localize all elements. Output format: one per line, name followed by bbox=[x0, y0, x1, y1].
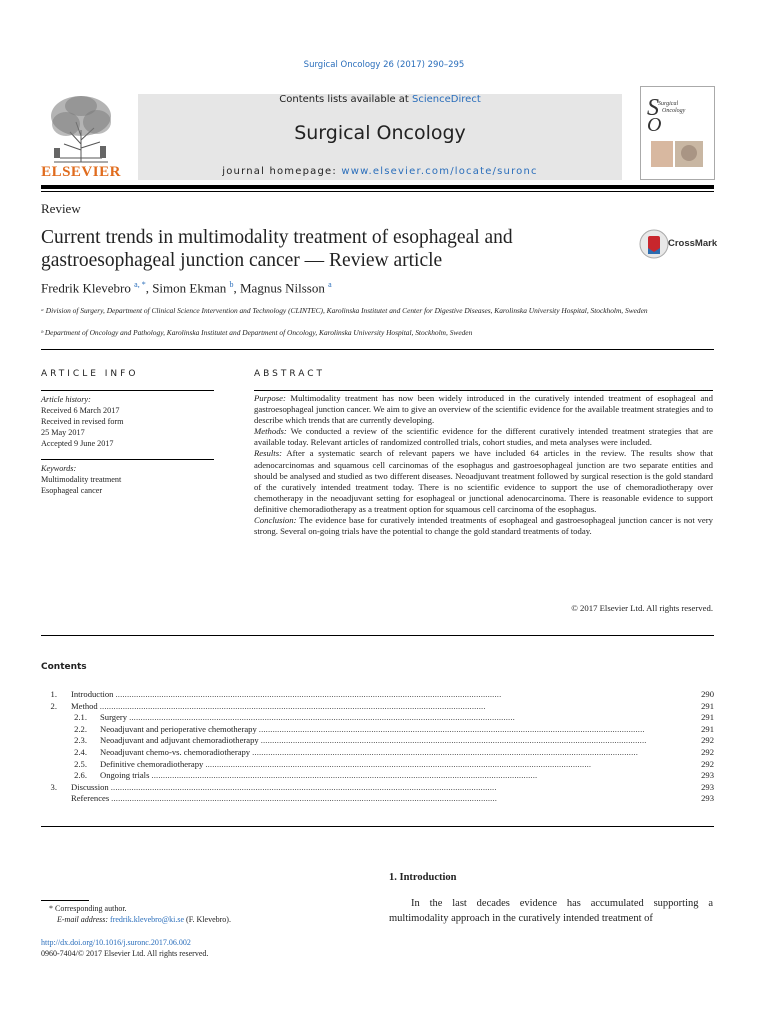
sciencedirect-link[interactable]: ScienceDirect bbox=[412, 94, 481, 105]
conclusion-text: The evidence base for curatively intended treatments of esophageal and gastroesophageal junction cancer is not very strong. Several on-going trials have the potential to change the gold standard treatments of today. bbox=[254, 515, 713, 537]
conclusion-label: Conclusion: bbox=[254, 515, 297, 526]
footnote-mark: * Corresponding author. bbox=[49, 904, 127, 913]
toc-row[interactable] bbox=[41, 747, 714, 759]
introduction-text: In the last decades evidence has accumulated supporting a multimodality approach in the curatively intended treatment of bbox=[389, 898, 713, 924]
toc-leader bbox=[129, 712, 699, 724]
footnote-rule bbox=[41, 900, 89, 901]
email-suffix: (F. Klevebro). bbox=[184, 915, 231, 924]
toc-row[interactable] bbox=[41, 793, 714, 805]
results-label: Results: bbox=[254, 448, 282, 459]
toc-leader bbox=[151, 770, 699, 782]
abstract-rule bbox=[254, 390, 713, 391]
keyword: Esophageal cancer bbox=[41, 486, 103, 495]
toc-leader bbox=[115, 689, 699, 701]
crossmark-icon bbox=[638, 228, 670, 260]
toc-title[interactable]: Surgery bbox=[100, 712, 128, 723]
toc-leader bbox=[111, 782, 699, 794]
toc-page: 292 bbox=[701, 746, 714, 757]
toc-leader bbox=[261, 735, 699, 747]
keywords-label: Keywords: bbox=[41, 464, 77, 473]
introduction-heading: 1. Introduction bbox=[389, 872, 457, 883]
table-of-contents bbox=[41, 689, 714, 805]
keywords bbox=[41, 463, 214, 496]
svg-text:O: O bbox=[647, 114, 662, 136]
author-sep: , bbox=[145, 280, 153, 296]
toc-title[interactable]: Neoadjuvant and adjuvant chemoradiotherapy bbox=[100, 735, 259, 746]
history-item: Received in revised form bbox=[41, 417, 124, 426]
toc-title[interactable]: Ongoing trials bbox=[100, 770, 150, 781]
toc-leader bbox=[205, 759, 699, 771]
affiliation-b: ᵇ Department of Oncology and Pathology, Karolinska Institutet and Department of Oncology, Karolinska University Hospital, Stockholm, Sweden bbox=[41, 328, 473, 337]
section-rule bbox=[41, 349, 714, 350]
toc-leader bbox=[100, 701, 699, 713]
toc-leader bbox=[252, 747, 699, 759]
toc-leader bbox=[259, 724, 699, 736]
toc-title[interactable]: Neoadjuvant chemo-vs. chemoradiotherapy bbox=[100, 746, 251, 757]
history-label: Article history: bbox=[41, 395, 91, 404]
article-title: Current trends in multimodality treatment of esophageal and gastroesophageal junction cancer — Review article bbox=[41, 227, 513, 271]
toc-page: 293 bbox=[701, 770, 714, 781]
elsevier-wordmark: ELSEVIER bbox=[41, 164, 121, 180]
author-affil-mark[interactable]: a bbox=[328, 280, 332, 289]
toc-title[interactable]: Neoadjuvant and perioperative chemotherapy bbox=[100, 723, 257, 734]
toc-number: 3. bbox=[50, 781, 57, 792]
abstract-body bbox=[254, 393, 713, 537]
toc-row[interactable] bbox=[41, 701, 714, 713]
toc-row[interactable] bbox=[41, 735, 714, 747]
author-name: Magnus Nilsson bbox=[239, 280, 325, 296]
toc-row[interactable] bbox=[41, 712, 714, 724]
toc-row[interactable] bbox=[41, 689, 714, 701]
toc-page: 291 bbox=[701, 700, 714, 711]
email-link[interactable]: fredrik.klevebro@ki.se bbox=[110, 915, 185, 924]
toc-row[interactable] bbox=[41, 759, 714, 771]
methods-text: We conducted a review of the scientific evidence for the different curatively intended treatment strategies that are available today. Relevant articles of randomized controlled trials, cohort studies, and meta analyses were included. bbox=[254, 426, 713, 448]
contents-prefix: Contents lists available at bbox=[279, 94, 413, 105]
journal-citation[interactable]: Surgical Oncology 26 (2017) 290–295 bbox=[303, 60, 465, 70]
contents-title: Contents bbox=[41, 662, 87, 672]
toc-title[interactable]: References bbox=[71, 793, 110, 804]
article-history bbox=[41, 394, 214, 449]
journal-homepage bbox=[138, 166, 622, 177]
article-type: Review bbox=[41, 201, 81, 216]
homepage-prefix: journal homepage: bbox=[222, 166, 342, 177]
section-rule bbox=[41, 826, 714, 827]
author-affil-mark[interactable]: b bbox=[229, 280, 234, 289]
toc-number: 2.3. bbox=[74, 735, 87, 746]
toc-number bbox=[41, 793, 57, 805]
article-info-heading: ARTICLE INFO bbox=[41, 369, 139, 379]
toc-page: 290 bbox=[701, 689, 714, 699]
toc-number: 2. bbox=[50, 700, 57, 711]
toc-page: 292 bbox=[701, 735, 714, 746]
history-item: Accepted 9 June 2017 bbox=[41, 439, 114, 448]
info-rule bbox=[41, 390, 214, 391]
affiliation-a: ᵃ Division of Surgery, Department of Clinical Science Intervention and Technology (CLINTEC), Karolinska Institutet and Center for Digestive Diseases, Karolinska University Hospital, Stockholm, Sweden bbox=[41, 306, 648, 315]
purpose-label: Purpose: bbox=[254, 393, 286, 403]
toc-page: 293 bbox=[701, 793, 714, 804]
history-item: 25 May 2017 bbox=[41, 428, 85, 437]
toc-page: 291 bbox=[701, 712, 714, 723]
issn-copyright: 0960-7404/© 2017 Elsevier Ltd. All rights reserved. bbox=[41, 949, 209, 958]
doi-link[interactable]: http://dx.doi.org/10.1016/j.suronc.2017.06.002 bbox=[41, 938, 191, 947]
info-rule bbox=[41, 459, 214, 460]
keyword: Multimodality treatment bbox=[41, 475, 122, 484]
author-name: Fredrik Klevebro bbox=[41, 280, 131, 296]
crossmark-label[interactable]: CrossMark bbox=[668, 238, 718, 249]
cover-title-line2: Oncology bbox=[662, 108, 686, 114]
toc-number: 2.4. bbox=[74, 746, 87, 757]
toc-row[interactable] bbox=[41, 770, 714, 782]
toc-number: 2.1. bbox=[74, 712, 87, 723]
toc-leader bbox=[111, 793, 699, 805]
journal-name: Surgical Oncology bbox=[294, 122, 466, 144]
toc-page: 292 bbox=[701, 758, 714, 769]
toc-page: 293 bbox=[701, 781, 714, 792]
toc-title[interactable]: Discussion bbox=[71, 781, 109, 792]
cover-title-line1: Surgical bbox=[658, 101, 679, 107]
purpose-text: Multimodality treatment has now been widely introduced in the curatively intended treatment of esophageal and gastroesophageal junction cancer. We aim to give an overview of the scientific evidence for the available treatment strategies and to describe which trends that are currently developing. bbox=[254, 393, 713, 426]
author-sep: , bbox=[233, 280, 240, 296]
header-rule bbox=[41, 185, 714, 189]
toc-title[interactable]: Definitive chemoradiotherapy bbox=[100, 758, 204, 769]
toc-row[interactable] bbox=[41, 782, 714, 794]
homepage-link[interactable]: www.elsevier.com/locate/suronc bbox=[341, 166, 538, 177]
history-item: Received 6 March 2017 bbox=[41, 406, 120, 415]
toc-page: 291 bbox=[701, 723, 714, 734]
toc-number: 1. bbox=[50, 689, 57, 699]
contents-available bbox=[138, 94, 622, 105]
toc-title[interactable]: Method bbox=[71, 700, 98, 711]
toc-title[interactable]: Introduction bbox=[71, 689, 114, 699]
results-text: After a systematic search of relevant papers we have included 64 articles in the review. The results show that adenocarcinomas and squamous cell carcinomas of the esophagus and gastroesophageal junction are two separate entities and should be analysed and studied as two different diseases. Neoadjuvant treatment followed by surgical resection is the gold standard of the curatively intended treatment today. There is no scientific evidence to support the use of chemoradiotherapy over chemotherapy in the neoadjuvant setting for esophageal or junctional adenocarcinoma. There is reasonable evidence to support definitive chemoradiotherapy as a treatment option for squamous cell carcinoma of the esophagus. bbox=[254, 448, 713, 514]
methods-label: Methods: bbox=[254, 426, 287, 437]
author-list bbox=[41, 280, 332, 296]
author-name: Simon Ekman bbox=[152, 280, 227, 296]
header-rule-thin bbox=[41, 191, 714, 192]
svg-text:S: S bbox=[647, 95, 659, 121]
toc-number: 2.2. bbox=[74, 723, 87, 734]
abstract-heading: ABSTRACT bbox=[254, 369, 326, 379]
corresponding-author-footnote bbox=[41, 903, 371, 925]
toc-row[interactable] bbox=[41, 724, 714, 736]
abstract-copyright: © 2017 Elsevier Ltd. All rights reserved. bbox=[571, 603, 713, 613]
toc-number: 2.5. bbox=[74, 758, 87, 769]
section-rule bbox=[41, 635, 714, 636]
email-label: E-mail address: bbox=[57, 915, 111, 924]
author-affil-mark[interactable]: a, * bbox=[134, 280, 146, 289]
toc-number: 2.6. bbox=[74, 770, 87, 781]
